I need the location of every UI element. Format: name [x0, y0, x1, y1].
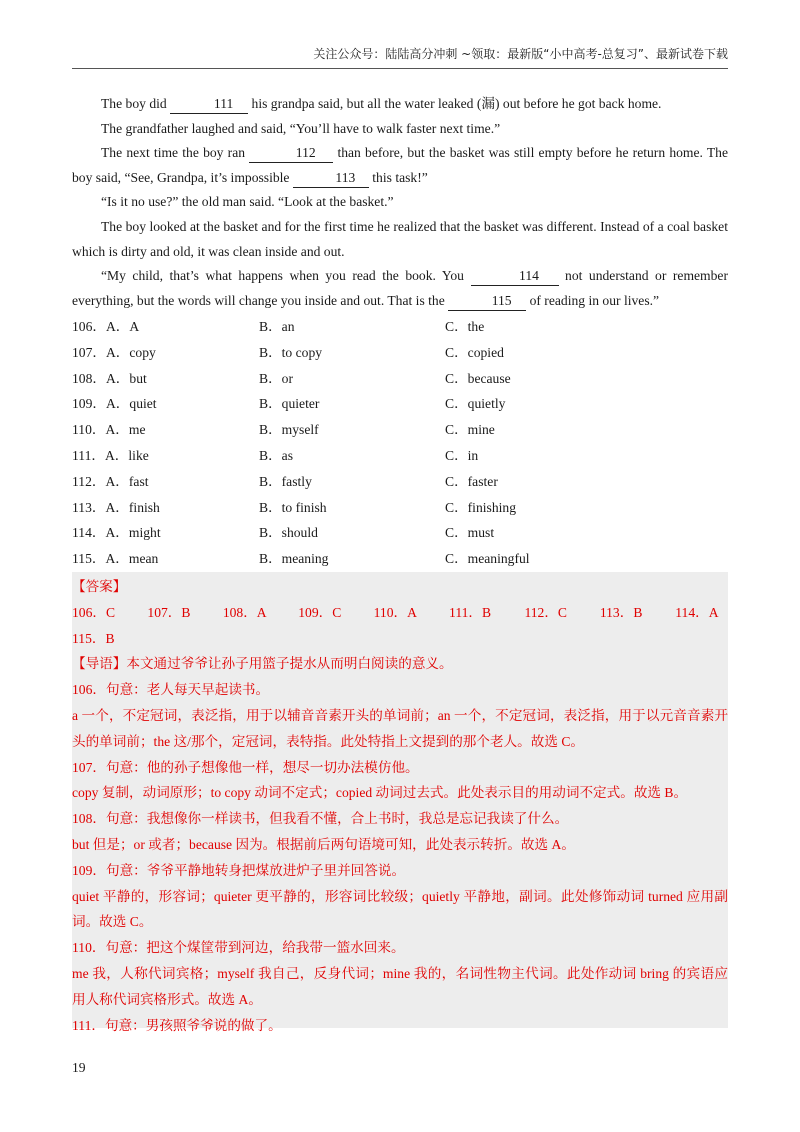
passage-paragraph-2: The grandfather laughed and said, “You’ll have to walk faster next time.” — [101, 120, 501, 136]
answer-list: 106．C 107．B 108．A 109．C 110．A 111．B 112．C 113．B 114．A — [72, 604, 719, 620]
option-row-108: 108．A．but B．or C．because — [72, 370, 511, 386]
question-106-meaning: 106．句意：老人每天早起读书。 — [72, 682, 270, 698]
question-110-meaning: 110．句意：把这个煤筐带到河边，给我带一篮水回来。 — [72, 940, 405, 956]
blank-111: 111 — [170, 95, 248, 114]
option-row-107: 107．A．copy B．to copy C．copied — [72, 344, 504, 360]
explanation-109: quiet 平静的，形容词；quieter 更平静的，形容词比较级；quietly 平静地，副词。此处修饰动词 turned 应用副词。故选 C。 — [72, 888, 728, 930]
option-row-106: 106．A．A B．an C．the — [72, 319, 485, 334]
page-header: 关注公众号：陆陆高分冲刺 ~领取：最新版“小中高考-总复习”、最新试卷下载 — [313, 47, 728, 61]
answer-heading: 【答案】 — [72, 579, 127, 594]
option-row-109: 109．A．quiet B．quieter C．quietly — [72, 396, 506, 412]
page-number: 19 — [72, 1060, 86, 1075]
passage-paragraph-6: “My child, that’s what happens when you read the book. You 114 not understand or remember everything, but the words will change you inside and out. That is the 115 of reading in our lives.” — [72, 264, 728, 313]
option-row-115: 115．A．mean B．meaning C．meaningful — [72, 551, 530, 567]
passage-paragraph-3: The next time the boy ran 112 than before, but the basket was still empty before he return home. The boy said, “See, Grandpa, it’s impossible 113 this task!” — [72, 141, 728, 190]
answer-list-last: 115．B — [72, 630, 115, 646]
option-row-114: 114．A．might B．should C．must — [72, 525, 495, 541]
blank-115: 115 — [448, 292, 526, 311]
options-list — [72, 314, 728, 572]
answer-section — [72, 574, 728, 1038]
passage-paragraph-1: The boy did 111 his grandpa said, but all the water leaked (漏) out before he got back home. — [72, 92, 728, 117]
question-109-meaning: 109．句意：爷爷平静地转身把煤放进炉子里并回答说。 — [72, 862, 406, 878]
option-row-110: 110．A．me B．myself C．mine — [72, 422, 495, 438]
question-108-meaning: 108．句意：我想像你一样读书，但我看不懂，合上书时，我总是忘记我读了什么。 — [72, 811, 569, 827]
blank-114: 114 — [471, 267, 559, 286]
explanation-110: me 我，人称代词宾格；myself 我自己，反身代词；mine 我的，名词性物主代词。此处作动词 bring 的宾语应用人称代词宾格形式。故选 A。 — [72, 965, 728, 1007]
question-107-meaning: 107．句意：他的孙子想像他一样，想尽一切办法模仿他。 — [72, 759, 419, 775]
guide-text: 【导语】本文通过爷爷让孙子用篮子提水从而明白阅读的意义。 — [72, 656, 453, 672]
option-row-113: 113．A．finish B．to finish C．finishing — [72, 499, 516, 515]
question-111-meaning: 111．句意：男孩照爷爷说的做了。 — [72, 1017, 282, 1033]
header-divider — [72, 68, 728, 69]
explanation-107: copy 复制，动词原形；to copy 动词不定式；copied 动词过去式。此处表示目的用动词不定式。故选 B。 — [72, 785, 688, 801]
option-row-112: 112．A．fast B．fastly C．faster — [72, 473, 498, 489]
option-row-111: 111．A．like B．as C．in — [72, 447, 479, 463]
passage — [72, 92, 728, 313]
passage-paragraph-5: The boy looked at the basket and for the first time he realized that the basket was different. Instead of a coal basket which is dirty and old, it was clean inside and out. — [72, 218, 728, 259]
blank-112: 112 — [249, 144, 333, 163]
explanation-108: but 但是；or 或者；because 因为。根据前后两句语境可知，此处表示转折。故选 A。 — [72, 836, 575, 852]
passage-paragraph-4: “Is it no use?” the old man said. “Look at the basket.” — [101, 194, 394, 210]
blank-113: 113 — [293, 169, 369, 188]
explanation-106: a 一个，不定冠词，表泛指，用于以辅音音素开头的单词前；an 一个，不定冠词，表泛指，用于以元音音素开头的单词前；the 这/那个，定冠词，表特指。此处特指上文提到的那个老人。故选 C。 — [72, 707, 728, 749]
